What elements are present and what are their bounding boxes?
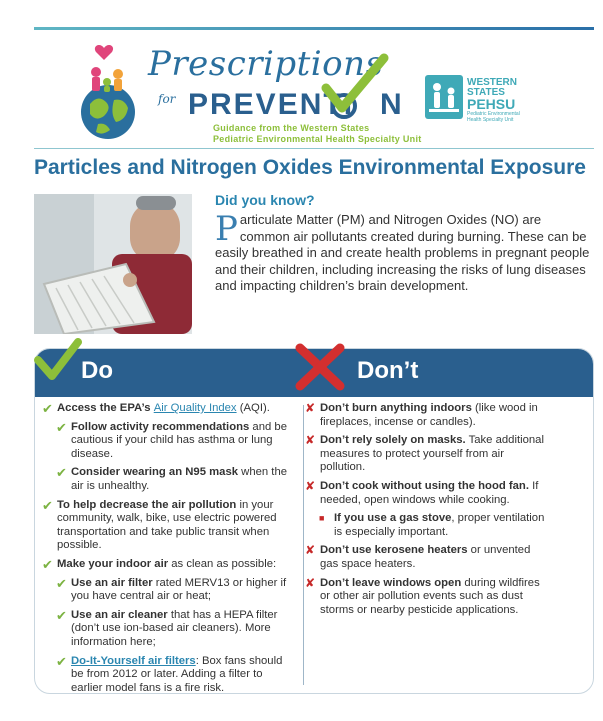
dont-subitem <box>319 512 545 539</box>
brand-checkmark-icon <box>320 52 390 122</box>
pehsu-name: PEHSU <box>467 96 516 112</box>
dont-item-text: Take additional measures to protect yourself from air pollution. <box>320 434 544 474</box>
do-item-bold: To help decrease the air pollution <box>57 498 237 511</box>
do-subitem-text: that has a HEPA filter (don’t use ion-based air cleaners). More information here; <box>71 608 278 648</box>
brand-subtitle <box>213 123 422 145</box>
dont-list <box>305 402 545 622</box>
checkmark-icon: ✔ <box>42 556 53 572</box>
pehsu-logo <box>425 75 535 127</box>
dont-item-bold: Don’t use kerosene heaters <box>320 544 468 557</box>
dont-subitem-text: , proper ventilation is especially important. <box>334 512 545 538</box>
header-divider <box>34 148 594 149</box>
dont-item-text: If needed, open windows while cooking. <box>320 479 539 506</box>
diy-air-filters-link[interactable]: Do-It-Yourself air filters <box>71 654 196 667</box>
air-quality-index-link[interactable]: Air Quality Index <box>153 402 237 414</box>
dont-item-text: during wildfires or other air pollution events such as dust storms or nearby pesticide applications. <box>320 576 540 616</box>
intro-dropcap: P <box>215 209 238 249</box>
checkmark-icon: ✔ <box>56 465 67 481</box>
dont-item <box>305 544 545 571</box>
square-bullet-icon: ■ <box>319 513 325 524</box>
do-checkmark-icon <box>34 338 82 382</box>
page-title: Particles and Nitrogen Oxides Environmental Exposure <box>34 156 586 179</box>
x-icon: ✘ <box>305 401 316 415</box>
do-item <box>42 558 297 572</box>
do-subitem <box>56 466 297 493</box>
dont-item-bold: Don’t burn anything indoors <box>320 402 472 414</box>
do-subitem <box>56 655 297 696</box>
do-subitem-text: rated MERV13 or higher if you have central air or heat; <box>71 576 287 603</box>
brand-title-prevention-start: PREVENTI <box>188 88 355 121</box>
dont-item-text: (like wood in fireplaces, incense or candles). <box>320 402 538 428</box>
do-subitem-bold: Use an air cleaner <box>71 608 168 621</box>
dont-item-bold: Don’t rely solely on masks. <box>320 434 466 447</box>
do-item-text: (AQI). <box>236 402 270 414</box>
do-list <box>42 402 297 700</box>
brand-subtitle-line-1: Guidance from the Western States <box>213 123 370 133</box>
x-icon: ✘ <box>305 575 316 590</box>
checkmark-icon: ✔ <box>56 419 67 435</box>
do-subitem <box>56 421 297 462</box>
brand-title-prescriptions: Prescriptions <box>148 44 384 84</box>
globe-family-logo-icon <box>76 42 140 142</box>
brand-for: for <box>158 92 176 106</box>
dont-title: Don’t <box>357 357 419 384</box>
do-subitem-text: : Box fans should be from 2012 or later. Adding a filter to earlier model fans is a fire risk. <box>71 654 283 694</box>
header <box>0 30 603 146</box>
do-subitem <box>56 577 297 604</box>
intro-paragraph <box>215 209 590 295</box>
do-title: Do <box>81 357 113 384</box>
intro-text: articulate Matter (PM) and Nitrogen Oxides (NO) are common air pollutants created during burning. These can be easily breathed in and create health problems in pregnant people and their children, including increasing the risks of lung diseases and impacting children’s brain development. <box>215 212 590 293</box>
do-subitem-bold: Use an air filter <box>71 576 153 589</box>
checkmark-icon: ✔ <box>42 497 53 513</box>
column-divider <box>303 405 304 685</box>
x-icon: ✘ <box>305 543 316 558</box>
dont-item <box>305 577 545 618</box>
do-subitem-text: when the air is unhealthy. <box>71 466 288 492</box>
brand-subtitle-line-2: Pediatric Environmental Health Specialty Unit <box>213 134 422 144</box>
pehsu-states: STATES <box>467 87 505 98</box>
pehsu-family-icon <box>425 75 463 119</box>
do-item-text: as clean as possible: <box>168 557 277 570</box>
checkmark-icon: ✔ <box>56 575 67 591</box>
did-you-know-heading: Did you know? <box>215 192 315 208</box>
do-item <box>42 402 297 416</box>
do-item <box>42 499 297 553</box>
checkmark-icon: ✔ <box>56 653 67 669</box>
dont-item <box>305 402 545 429</box>
brand-title-prevention-end: N <box>380 88 404 121</box>
do-subitem-bold: Consider wearing an N95 mask <box>71 466 239 479</box>
dont-subitem-bold: If you use a gas stove <box>334 512 452 525</box>
dont-item <box>305 434 545 475</box>
do-subitem <box>56 609 297 650</box>
dont-item-bold: Don’t leave windows open <box>320 576 462 589</box>
checkmark-icon: ✔ <box>42 401 53 416</box>
do-item-bold: Make your indoor air <box>57 557 169 570</box>
do-subitem-bold: Follow activity recommendations <box>71 420 250 433</box>
dont-item-bold: Don’t cook without using the hood fan. <box>320 479 529 492</box>
dont-x-icon <box>294 342 346 392</box>
pehsu-western: WESTERN <box>467 77 517 88</box>
do-subitem-text: and be cautious if your child has asthma or lung disease. <box>71 420 287 460</box>
x-icon: ✘ <box>305 433 316 448</box>
dont-item <box>305 480 545 507</box>
do-item-text: Access the EPA’s <box>57 402 154 414</box>
checkmark-icon: ✔ <box>56 607 67 623</box>
air-filter-photo <box>34 194 192 334</box>
do-item-text: in your community, walk, bike, use electric powered transportation and take public transit when possible. <box>57 498 277 552</box>
x-icon: ✘ <box>305 478 316 493</box>
pehsu-description: Pediatric Environmental Health Specialty Unit <box>467 111 520 123</box>
dont-item-text: or unvented gas space heaters. <box>320 544 531 570</box>
